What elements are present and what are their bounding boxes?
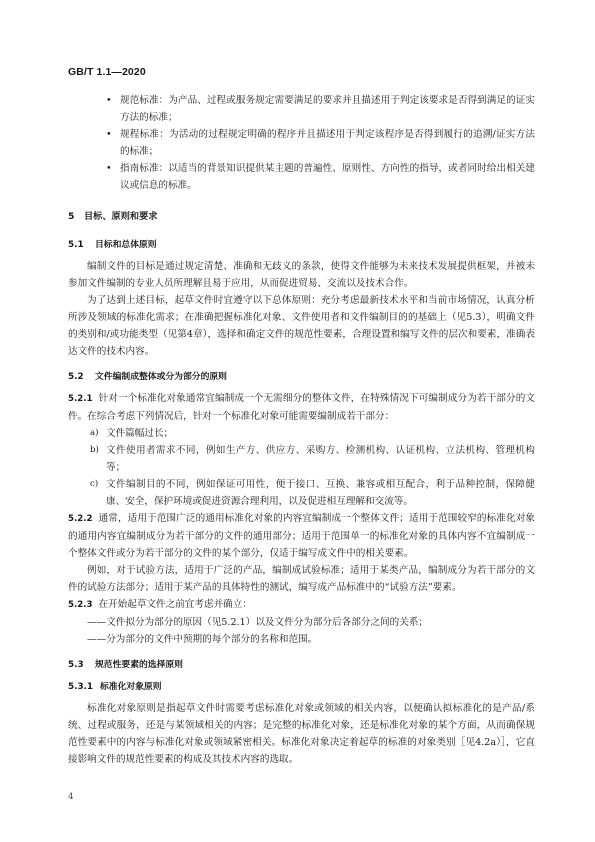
list-item: c) 文件编制目的不同，例如保证可用性，便于接口、互换、兼容或相互配合，利于品种控制，保障健康、安全，保护环境或促进资源合理利用，以及促进相互理解和交流等。 (90, 479, 535, 507)
bullet-dot-icon: • (106, 129, 112, 140)
standard-code-header: GB/T 1.1—2020 (68, 66, 146, 78)
list-item: b) 文件使用者需求不同，例如生产方、供应方、采购方、检测机构、认证机构、立法机构、管理机构等； (90, 445, 535, 473)
numbered-paragraph: 5.2.2 通常，适用于范围广泛的通用标准化对象的内容宜编制成一个整体文件；适用于范围较窄的标准化对象的通用内容宜编制成分为若干部分的文件的通用部分；适用于范围单一的标准化对象的具体内容不宜编制成一个整体文件或分为若干部分的文件的某个部分，仅适于编写成文件中的相关要素。 (68, 513, 535, 559)
numbered-paragraph: 5.2.1 针对一个标准化对象通常宜编制成一个无需细分的整体文件，在特殊情况下可编制成分为若干部分的文件。在综合考虑下列情况后，针对一个标准化对象可能需要编制成若干部分： (68, 393, 535, 422)
page-number: 4 (68, 792, 74, 802)
subsection-heading: 5.1 目标和总体原则 (68, 240, 157, 250)
paragraph: 标准化对象原则是指起草文件时需要考虑标准化对象或领域的相关内容，以便确认拟标准化的是产品/系统、过程或服务，还是与某领域相关的内容；是完整的标准化对象，还是标准化对象的某个方面，从而确保规范性要素中的内容与标准化对象或领域紧密相关。标准化对象决定着起草的标准的对象类别［见4.2a）］，它直接影响文件的规范性要素的构成及其技术内容的选取。 (68, 703, 535, 765)
page-content (68, 92, 535, 768)
paragraph: 为了达到上述目标，起草文件时宜遵守以下总体原则：充分考虑最新技术水平和当前市场情况，认真分析所涉及领域的标准化需求；在准确把握标准化对象、文件使用者和文件编制目的的基础上（见5.3），明确文件的类别和/或功能类型（见第4章），选择和确定文件的规范性要素，合理设置和编写文件的层次和要素，准确表达文件的技术内容。 (68, 295, 535, 357)
bullet-dot-icon: • (106, 163, 112, 174)
numbered-paragraph: 5.2.3 在开始起草文件之前宜考虑并确立： (68, 599, 252, 610)
subsubsection-heading: 5.3.1 标准化对象原则 (68, 682, 162, 692)
paragraph: 例如，对于试验方法，适用于广泛的产品，编制成试验标准；适用于某类产品，编制成分为若干部分的文件的试验方法部分；适用于某产品的具体特性的测试，编写成产品标准中的“试验方法”要素。 (68, 565, 535, 593)
bullet-item: • 规程标准：为活动的过程规定明确的程序并且描述用于判定该程序是否得到履行的追溯/证实方法的标准； (68, 126, 535, 160)
paragraph: 编制文件的目标是通过规定清楚、准确和无歧义的条款，使得文件能够为未来技术发展提供框架，并被未参加文件编制的专业人员所理解且易于应用，从而促进贸易、交流以及技术合作。 (68, 261, 535, 289)
bullet-item: • 规范标准：为产品、过程或服务规定需要满足的要求并且描述用于判定该要求是否得到满足的证实方法的标准； (68, 92, 535, 126)
bullet-item: • 指南标准：以适当的背景知识提供某主题的普遍性、原则性、方向性的指导，或者同时给出相关建议或信息的标准。 (68, 160, 535, 194)
subsection-heading: 5.3 规范性要素的选择原则 (68, 660, 183, 670)
list-item: a) 文件篇幅过长； (90, 428, 174, 439)
bullet-dot-icon: • (106, 95, 112, 106)
subsection-heading: 5.2 文件编制成整体或分为部分的原则 (68, 372, 227, 382)
dash-item: ——文件拟分为部分的原因（见5.2.1）以及文件分为部分后各部分之间的关系； (87, 617, 429, 628)
dash-item: ——分为部分的文件中预期的每个部分的名称和范围。 (87, 634, 318, 645)
section-heading: 5 目标、原则和要求 (68, 211, 158, 222)
